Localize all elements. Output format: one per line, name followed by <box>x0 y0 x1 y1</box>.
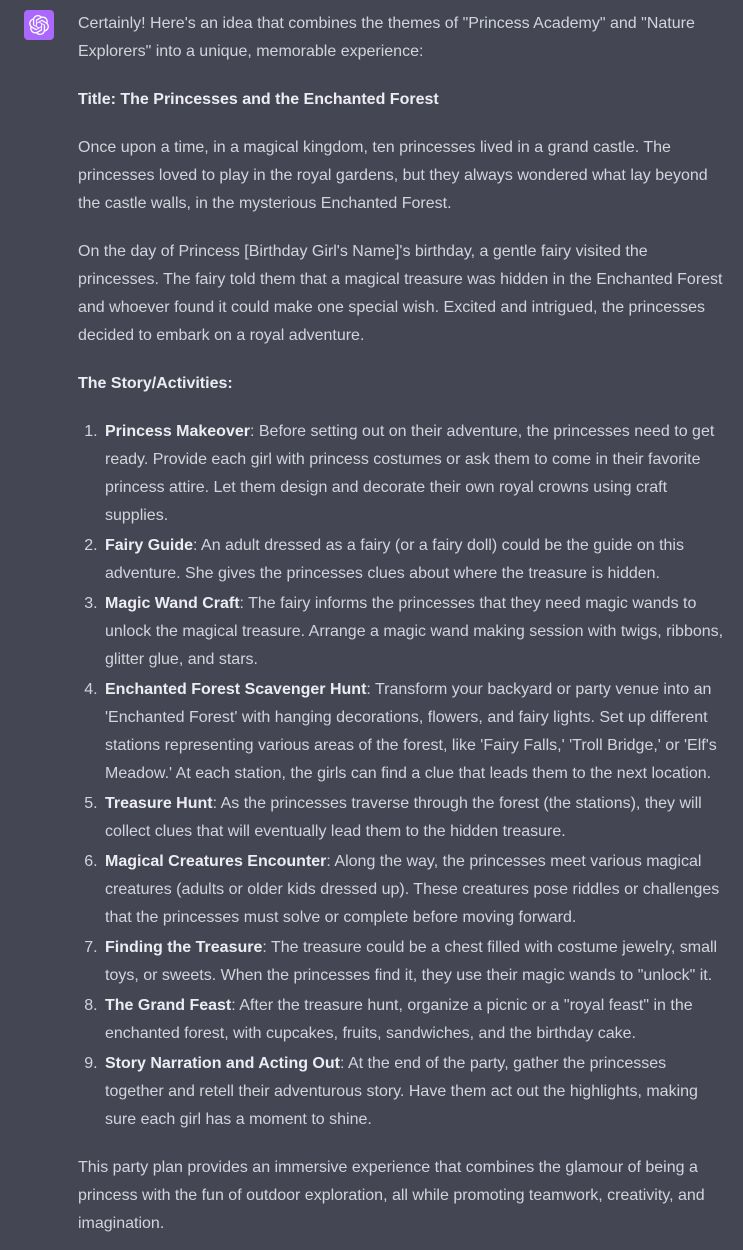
chatgpt-avatar <box>24 10 54 40</box>
activity-title: Finding the Treasure <box>105 939 263 956</box>
message-content <box>78 10 729 1250</box>
title-heading-text: Title: The Princesses and the Enchanted Forest <box>78 91 439 108</box>
openai-logo-icon <box>29 15 49 35</box>
activities-list <box>78 418 729 1134</box>
activity-title: Story Narration and Acting Out <box>105 1055 340 1072</box>
activity-item <box>102 532 729 588</box>
activity-text: : An adult dressed as a fairy (or a fairy doll) could be the guide on this adventure. She gives the princesses clues about where the treasure is hidden. <box>105 537 684 582</box>
activities-heading-text: The Story/Activities: <box>78 375 233 392</box>
activity-item <box>102 418 729 530</box>
title-heading <box>78 86 729 114</box>
activity-title: Fairy Guide <box>105 537 194 554</box>
story-paragraph: Once upon a time, in a magical kingdom, ten princesses lived in a grand castle. The princesses loved to play in the royal gardens, but they always wondered what lay beyond the castle walls, in the mysterious Enchanted Forest. <box>78 139 708 212</box>
activity-text: : After the treasure hunt, organize a picnic or a "royal feast" in the enchanted forest, with cupcakes, fruits, sandwiches, and the birthday cake. <box>105 997 693 1042</box>
activity-title: Princess Makeover <box>105 423 250 440</box>
activity-text: : Along the way, the princesses meet various magical creatures (adults or older kids dressed up). These creatures pose riddles or challenges that the princesses must solve or complete before moving forward. <box>105 853 720 926</box>
activity-text: : The treasure could be a chest filled with costume jewelry, small toys, or sweets. When the princesses find it, they use their magic wands to "unlock" it. <box>105 939 718 984</box>
activity-title: Treasure Hunt <box>105 795 213 812</box>
activity-item <box>102 992 729 1048</box>
activity-title: Magical Creatures Encounter <box>105 853 327 870</box>
activity-item <box>102 676 729 788</box>
activity-title: Magic Wand Craft <box>105 595 240 612</box>
activity-item <box>102 790 729 846</box>
activity-text: : At the end of the party, gather the princesses together and retell their adventurous story. Have them act out the highlights, making sure each girl has a moment to shine. <box>105 1055 698 1128</box>
activity-item <box>102 1050 729 1134</box>
activity-text: : The fairy informs the princesses that they need magic wands to unlock the magical treasure. Arrange a magic wand making session with twigs, ribbons, glitter glue, and stars. <box>105 595 724 668</box>
story-paragraph: On the day of Princess [Birthday Girl's Name]'s birthday, a gentle fairy visited the princesses. The fairy told them that a magical treasure was hidden in the Enchanted Forest and whoever found it could make one special wish. Excited and intrigued, the princesses decided to embark on a royal adventure. <box>78 243 723 344</box>
activity-title: The Grand Feast <box>105 997 232 1014</box>
intro-paragraph: Certainly! Here's an idea that combines the themes of "Princess Academy" and "Nature Explorers" into a unique, memorable experience: <box>78 15 695 60</box>
activity-text: : Transform your backyard or party venue into an 'Enchanted Forest' with hanging decorations, flowers, and fairy lights. Set up different stations representing various areas of the forest, like 'Fairy Falls,' 'Troll Bridge,' or 'Elf's Meadow.' At each station, the girls can find a clue that leads them to the next location. <box>105 681 717 782</box>
closing-paragraph: This party plan provides an immersive experience that combines the glamour of being a princess with the fun of outdoor exploration, all while promoting teamwork, creativity, and imagination. <box>78 1159 705 1232</box>
activity-text: : Before setting out on their adventure, the princesses need to get ready. Provide each girl with princess costumes or ask them to come in their favorite princess attire. Let them design and decorate their own royal crowns using craft supplies. <box>105 423 715 524</box>
activity-title: Enchanted Forest Scavenger Hunt <box>105 681 367 698</box>
activity-item <box>102 934 729 990</box>
activity-text: : As the princesses traverse through the forest (the stations), they will collect clues that will eventually lead them to the hidden treasure. <box>105 795 702 840</box>
activities-heading <box>78 370 729 398</box>
activity-item <box>102 590 729 674</box>
activity-item <box>102 848 729 932</box>
